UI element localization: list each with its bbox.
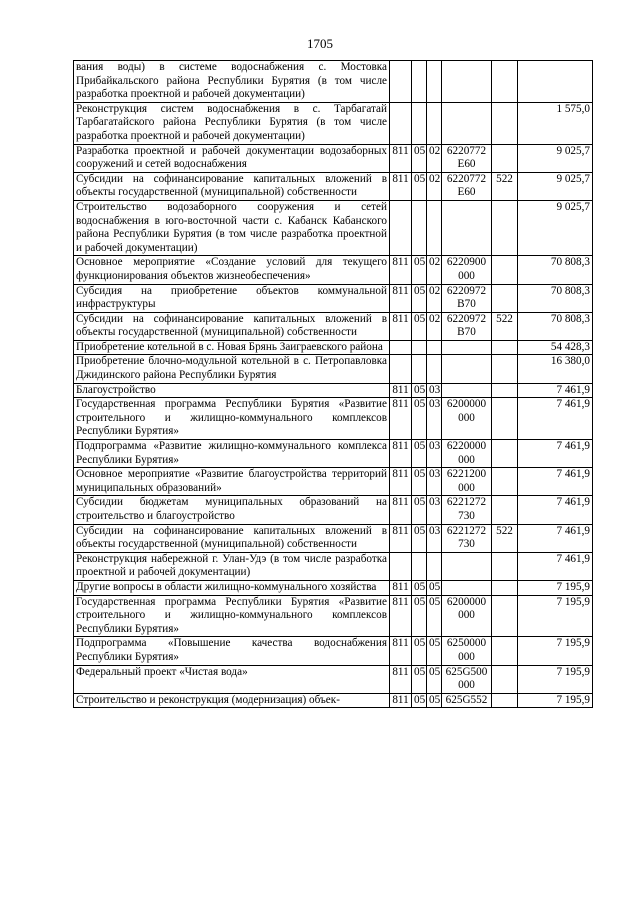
row-expense-type-cell <box>492 102 518 144</box>
row-section-code-cell: 05 <box>412 312 427 340</box>
row-amount-cell: 7 195,9 <box>518 665 593 693</box>
row-subsection-code-cell <box>427 355 442 383</box>
row-expense-type-cell <box>492 552 518 580</box>
page-number: 1705 <box>307 36 333 51</box>
row-amount-cell: 7 461,9 <box>518 440 593 468</box>
row-subsection-code-cell: 03 <box>427 524 442 552</box>
table-row <box>74 398 593 440</box>
row-target-code-cell <box>442 102 492 144</box>
row-expense-type-cell <box>492 284 518 312</box>
row-subsection-code-cell: 05 <box>427 595 442 637</box>
row-admin-code-cell: 811 <box>390 398 412 440</box>
row-name-cell: Другие вопросы в области жилищно-коммунального хозяйства <box>74 580 390 595</box>
row-expense-type-cell <box>492 398 518 440</box>
row-admin-code-cell: 811 <box>390 172 412 200</box>
row-target-code-cell <box>442 61 492 103</box>
row-admin-code-cell <box>390 200 412 255</box>
row-name-cell: Реконструкция набережной г. Улан-Удэ (в том числе разработка проектной и рабочей документации) <box>74 552 390 580</box>
row-amount-cell: 9 025,7 <box>518 172 593 200</box>
row-amount-cell <box>518 61 593 103</box>
budget-table <box>73 60 593 708</box>
row-amount-cell: 9 025,7 <box>518 144 593 172</box>
table-row <box>74 693 593 708</box>
row-subsection-code-cell <box>427 552 442 580</box>
row-expense-type-cell <box>492 61 518 103</box>
row-name-cell: Благоустройство <box>74 383 390 398</box>
table-row <box>74 496 593 524</box>
row-admin-code-cell: 811 <box>390 256 412 284</box>
row-name-cell: Приобретение блочно-модульной котельной в с. Петропавловка Джидинского района Республики Бурятия <box>74 355 390 383</box>
table-row <box>74 355 593 383</box>
row-target-code-cell: 6221200 000 <box>442 468 492 496</box>
row-admin-code-cell: 811 <box>390 637 412 665</box>
row-subsection-code-cell: 02 <box>427 284 442 312</box>
row-subsection-code-cell <box>427 61 442 103</box>
row-expense-type-cell: 522 <box>492 524 518 552</box>
row-target-code-cell <box>442 200 492 255</box>
row-section-code-cell: 05 <box>412 468 427 496</box>
table-row <box>74 144 593 172</box>
row-name-cell: Субсидии на софинансирование капитальных вложений в объекты государственной (муниципальной) собственности <box>74 312 390 340</box>
row-name-cell: Федеральный проект «Чистая вода» <box>74 665 390 693</box>
row-admin-code-cell: 811 <box>390 496 412 524</box>
row-name-cell: Основное мероприятие «Создание условий для текущего функционирования объектов жизнеобеспечения» <box>74 256 390 284</box>
row-section-code-cell: 05 <box>412 580 427 595</box>
row-subsection-code-cell: 03 <box>427 383 442 398</box>
row-subsection-code-cell: 02 <box>427 256 442 284</box>
row-target-code-cell: 6220772 Е60 <box>442 172 492 200</box>
row-target-code-cell: 6220972 В70 <box>442 312 492 340</box>
table-row <box>74 340 593 355</box>
row-amount-cell: 7 195,9 <box>518 637 593 665</box>
row-amount-cell: 7 461,9 <box>518 398 593 440</box>
row-name-cell: Субсидии бюджетам муниципальных образований на строительство и благоустройство <box>74 496 390 524</box>
table-row <box>74 383 593 398</box>
row-subsection-code-cell <box>427 340 442 355</box>
row-section-code-cell <box>412 200 427 255</box>
row-name-cell: Государственная программа Республики Бурятия «Развитие строительного и жилищно-коммунального комплексов Республики Бурятия» <box>74 398 390 440</box>
row-amount-cell: 7 461,9 <box>518 524 593 552</box>
table-row <box>74 665 593 693</box>
row-amount-cell: 7 461,9 <box>518 496 593 524</box>
row-expense-type-cell <box>492 693 518 708</box>
table-row <box>74 312 593 340</box>
row-admin-code-cell <box>390 552 412 580</box>
table-row <box>74 440 593 468</box>
row-target-code-cell <box>442 383 492 398</box>
row-name-cell: Строительство и реконструкция (модернизация) объек- <box>74 693 390 708</box>
row-amount-cell: 7 195,9 <box>518 693 593 708</box>
row-amount-cell: 54 428,3 <box>518 340 593 355</box>
row-expense-type-cell <box>492 468 518 496</box>
row-amount-cell: 7 195,9 <box>518 595 593 637</box>
row-name-cell: вания воды) в системе водоснабжения с. Мостовка Прибайкальского района Республики Бурятия (в том числе разработка проектной и рабочей документации) <box>74 61 390 103</box>
row-section-code-cell: 05 <box>412 398 427 440</box>
row-admin-code-cell <box>390 355 412 383</box>
row-name-cell: Основное мероприятие «Развитие благоустройства территорий муниципальных образований» <box>74 468 390 496</box>
row-admin-code-cell: 811 <box>390 595 412 637</box>
row-target-code-cell <box>442 580 492 595</box>
row-expense-type-cell <box>492 340 518 355</box>
row-amount-cell: 9 025,7 <box>518 200 593 255</box>
row-section-code-cell <box>412 102 427 144</box>
row-section-code-cell: 05 <box>412 256 427 284</box>
row-name-cell: Субсидии на софинансирование капитальных вложений в объекты государственной (муниципальной) собственности <box>74 172 390 200</box>
row-section-code-cell: 05 <box>412 284 427 312</box>
row-subsection-code-cell: 05 <box>427 637 442 665</box>
row-subsection-code-cell <box>427 102 442 144</box>
row-target-code-cell: 625G500 000 <box>442 665 492 693</box>
row-section-code-cell: 05 <box>412 172 427 200</box>
row-section-code-cell: 05 <box>412 595 427 637</box>
row-admin-code-cell: 811 <box>390 440 412 468</box>
row-subsection-code-cell: 03 <box>427 440 442 468</box>
row-subsection-code-cell: 03 <box>427 468 442 496</box>
row-subsection-code-cell: 05 <box>427 693 442 708</box>
row-amount-cell: 70 808,3 <box>518 312 593 340</box>
row-name-cell: Разработка проектной и рабочей документации водозаборных сооружений и сетей водоснабжения <box>74 144 390 172</box>
table-row <box>74 637 593 665</box>
row-target-code-cell: 625G552 <box>442 693 492 708</box>
row-amount-cell: 7 461,9 <box>518 552 593 580</box>
row-section-code-cell <box>412 340 427 355</box>
row-amount-cell: 70 808,3 <box>518 256 593 284</box>
row-expense-type-cell <box>492 496 518 524</box>
row-expense-type-cell <box>492 256 518 284</box>
row-target-code-cell: 6221272 730 <box>442 524 492 552</box>
row-subsection-code-cell <box>427 200 442 255</box>
row-subsection-code-cell: 02 <box>427 144 442 172</box>
table-row <box>74 552 593 580</box>
row-amount-cell: 7 461,9 <box>518 383 593 398</box>
row-amount-cell: 1 575,0 <box>518 102 593 144</box>
row-admin-code-cell: 811 <box>390 383 412 398</box>
row-expense-type-cell <box>492 383 518 398</box>
row-name-cell: Строительство водозаборного сооружения и сетей водоснабжения в юго-восточной части с. Кабанск Кабанского района Республики Бурятия (в том числе разработка проектной и рабочей документации) <box>74 200 390 255</box>
row-subsection-code-cell: 03 <box>427 398 442 440</box>
row-expense-type-cell <box>492 637 518 665</box>
row-target-code-cell: 6220000 000 <box>442 440 492 468</box>
row-section-code-cell <box>412 61 427 103</box>
row-target-code-cell: 6200000 000 <box>442 398 492 440</box>
row-subsection-code-cell: 05 <box>427 580 442 595</box>
row-name-cell: Субсидия на приобретение объектов коммунальной инфраструктуры <box>74 284 390 312</box>
table-row <box>74 595 593 637</box>
row-expense-type-cell <box>492 665 518 693</box>
row-expense-type-cell <box>492 355 518 383</box>
row-target-code-cell: 6200000 000 <box>442 595 492 637</box>
row-admin-code-cell: 811 <box>390 580 412 595</box>
row-target-code-cell: 6220972 В70 <box>442 284 492 312</box>
row-section-code-cell: 05 <box>412 383 427 398</box>
row-expense-type-cell <box>492 580 518 595</box>
table-row <box>74 256 593 284</box>
row-amount-cell: 7 461,9 <box>518 468 593 496</box>
table-row <box>74 580 593 595</box>
row-admin-code-cell <box>390 61 412 103</box>
row-admin-code-cell: 811 <box>390 693 412 708</box>
table-row <box>74 61 593 103</box>
row-expense-type-cell <box>492 144 518 172</box>
row-section-code-cell: 05 <box>412 440 427 468</box>
row-section-code-cell <box>412 552 427 580</box>
row-expense-type-cell <box>492 595 518 637</box>
row-target-code-cell <box>442 340 492 355</box>
row-admin-code-cell: 811 <box>390 524 412 552</box>
row-section-code-cell <box>412 355 427 383</box>
row-name-cell: Приобретение котельной в с. Новая Брянь Заиграевского района <box>74 340 390 355</box>
table-row <box>74 524 593 552</box>
row-amount-cell: 7 195,9 <box>518 580 593 595</box>
row-name-cell: Реконструкция систем водоснабжения в с. Тарбагатай Тарбагатайского района Республики Бурятия (в том числе разработка проектной и рабочей документации) <box>74 102 390 144</box>
row-expense-type-cell: 522 <box>492 172 518 200</box>
row-name-cell: Подпрограмма «Развитие жилищно-коммунального комплекса Республики Бурятия» <box>74 440 390 468</box>
row-target-code-cell <box>442 552 492 580</box>
row-admin-code-cell: 811 <box>390 312 412 340</box>
row-expense-type-cell <box>492 440 518 468</box>
row-subsection-code-cell: 05 <box>427 665 442 693</box>
row-name-cell: Субсидии на софинансирование капитальных вложений в объекты государственной (муниципальной) собственности <box>74 524 390 552</box>
row-admin-code-cell <box>390 102 412 144</box>
row-name-cell: Подпрограмма «Повышение качества водоснабжения Республики Бурятия» <box>74 637 390 665</box>
row-section-code-cell: 05 <box>412 144 427 172</box>
table-row <box>74 172 593 200</box>
row-target-code-cell: 6220900 000 <box>442 256 492 284</box>
row-admin-code-cell: 811 <box>390 468 412 496</box>
row-target-code-cell: 6221272 730 <box>442 496 492 524</box>
row-admin-code-cell: 811 <box>390 665 412 693</box>
table-row <box>74 102 593 144</box>
table-row <box>74 200 593 255</box>
row-admin-code-cell: 811 <box>390 284 412 312</box>
row-target-code-cell <box>442 355 492 383</box>
row-section-code-cell: 05 <box>412 637 427 665</box>
row-section-code-cell: 05 <box>412 496 427 524</box>
row-section-code-cell: 05 <box>412 524 427 552</box>
row-subsection-code-cell: 02 <box>427 172 442 200</box>
row-target-code-cell: 6220772 Е60 <box>442 144 492 172</box>
row-section-code-cell: 05 <box>412 693 427 708</box>
row-admin-code-cell <box>390 340 412 355</box>
row-amount-cell: 70 808,3 <box>518 284 593 312</box>
row-amount-cell: 16 380,0 <box>518 355 593 383</box>
budget-table-body <box>74 61 593 708</box>
row-subsection-code-cell: 02 <box>427 312 442 340</box>
row-admin-code-cell: 811 <box>390 144 412 172</box>
table-row <box>74 468 593 496</box>
row-name-cell: Государственная программа Республики Бурятия «Развитие строительного и жилищно-коммунального комплексов Республики Бурятия» <box>74 595 390 637</box>
row-section-code-cell: 05 <box>412 665 427 693</box>
row-expense-type-cell <box>492 200 518 255</box>
row-subsection-code-cell: 03 <box>427 496 442 524</box>
table-row <box>74 284 593 312</box>
row-target-code-cell: 6250000 000 <box>442 637 492 665</box>
row-expense-type-cell: 522 <box>492 312 518 340</box>
